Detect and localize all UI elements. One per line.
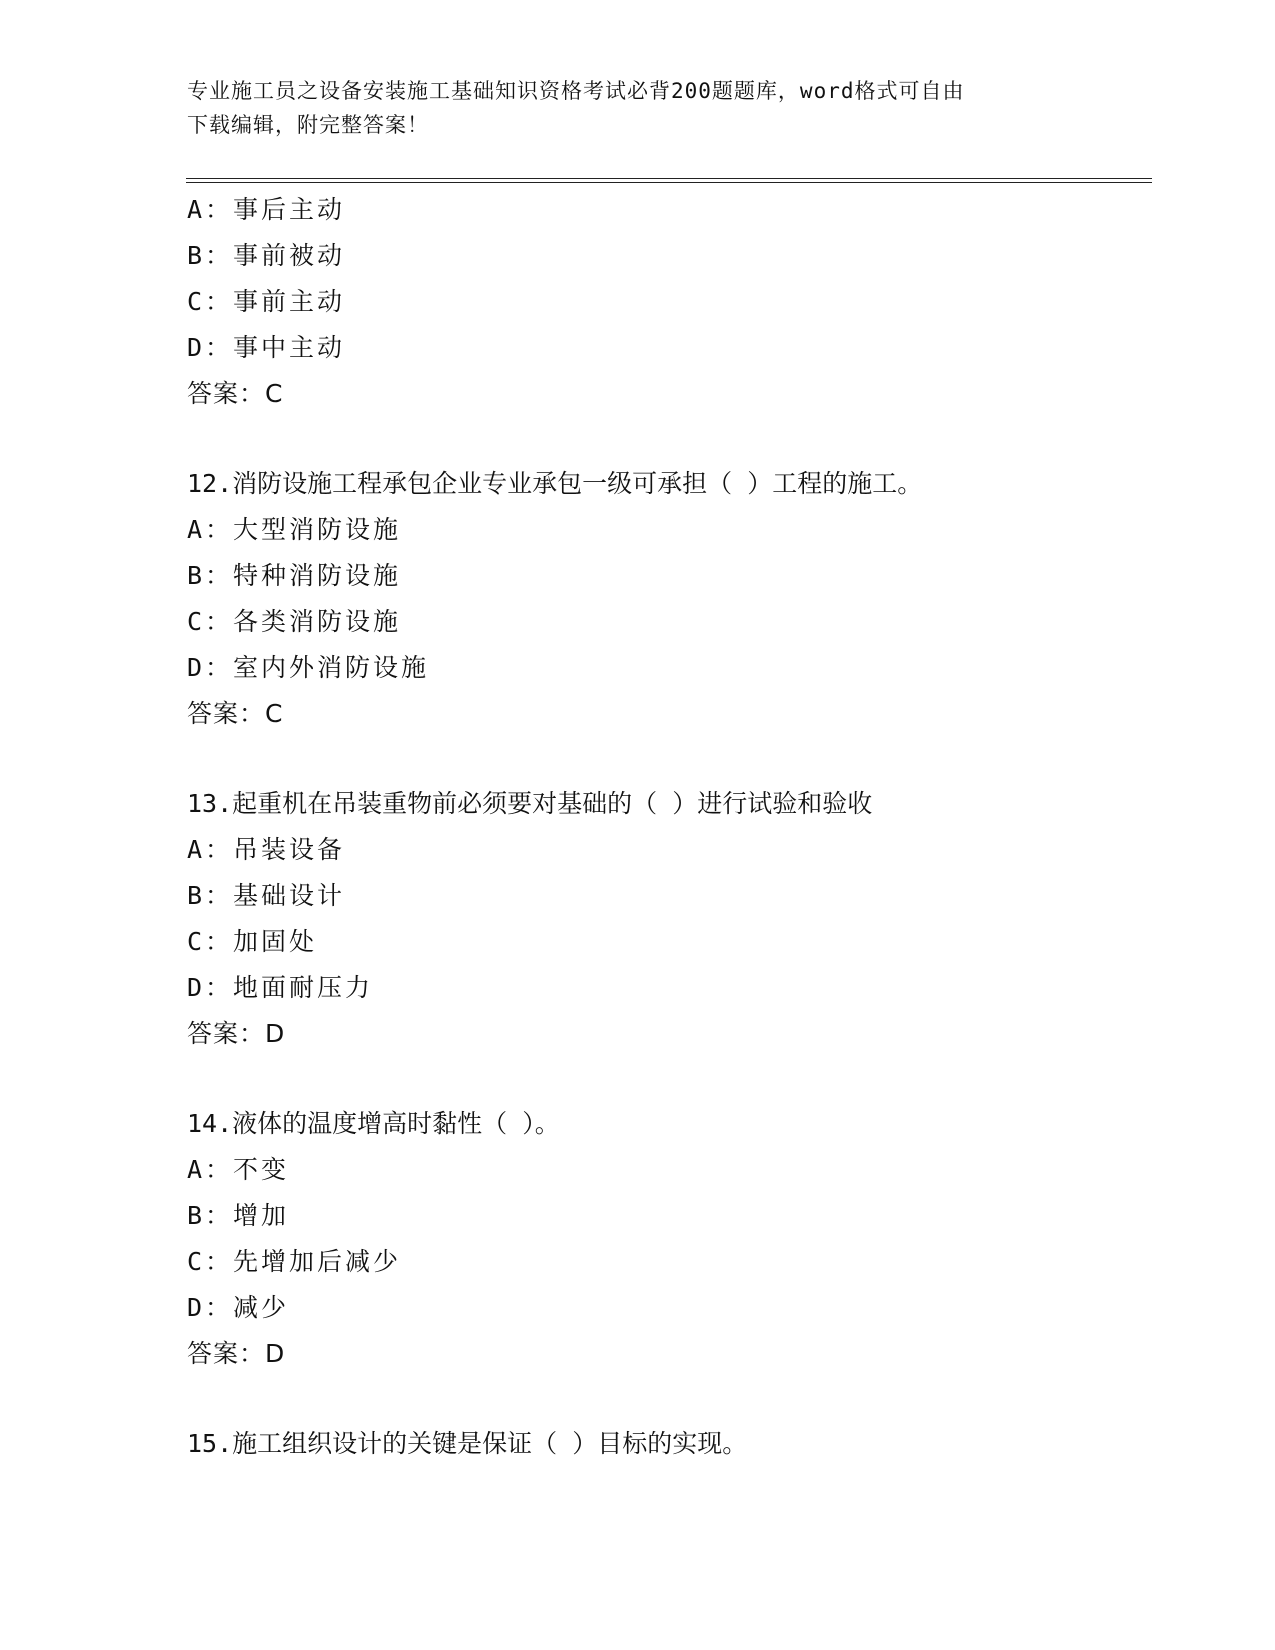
question-block-15: [187, 1421, 1147, 1467]
header-divider-bottom: [186, 182, 1152, 183]
answer-line: 答案：C: [187, 699, 284, 728]
option-a: A：吊装设备: [187, 835, 346, 864]
answer-line: 答案：C: [187, 379, 284, 408]
option-b: B：事前被动: [187, 241, 346, 270]
block-spacer: [187, 1377, 1147, 1421]
question-block-11: [187, 187, 1147, 417]
question-block-14: [187, 1101, 1147, 1377]
answer-line: 答案：D: [187, 1019, 286, 1048]
question-block-12: [187, 461, 1147, 737]
option-c: C：加固处: [187, 927, 318, 956]
block-spacer: [187, 417, 1147, 461]
question-text: 14.液体的温度增高时黏性（ ）。: [187, 1109, 560, 1138]
option-b: B：基础设计: [187, 881, 346, 910]
question-text: 12.消防设施工程承包企业专业承包一级可承担（ ）工程的施工。: [187, 469, 923, 498]
question-text: 13.起重机在吊装重物前必须要对基础的（ ）进行试验和验收: [187, 789, 873, 818]
document-header: [187, 74, 1087, 142]
answer-line: 答案：D: [187, 1339, 286, 1368]
header-divider-top: [186, 178, 1152, 179]
option-d: D：室内外消防设施: [187, 653, 430, 682]
option-a: A：不变: [187, 1155, 290, 1184]
option-a: A：大型消防设施: [187, 515, 402, 544]
question-text: 15.施工组织设计的关键是保证（ ）目标的实现。: [187, 1429, 748, 1458]
option-b: B：特种消防设施: [187, 561, 402, 590]
question-block-13: [187, 781, 1147, 1057]
option-d: D：地面耐压力: [187, 973, 374, 1002]
option-a: A：事后主动: [187, 195, 346, 224]
question-list: [187, 187, 1147, 1467]
option-d: D：事中主动: [187, 333, 346, 362]
option-d: D：减少: [187, 1293, 290, 1322]
header-line-1: 专业施工员之设备安装施工基础知识资格考试必背200题题库，word格式可自由: [187, 79, 965, 103]
header-line-2: 下载编辑，附完整答案！: [187, 113, 429, 137]
option-c: C：事前主动: [187, 287, 346, 316]
block-spacer: [187, 1057, 1147, 1101]
block-spacer: [187, 737, 1147, 781]
option-c: C：先增加后减少: [187, 1247, 402, 1276]
option-c: C：各类消防设施: [187, 607, 402, 636]
option-b: B：增加: [187, 1201, 290, 1230]
